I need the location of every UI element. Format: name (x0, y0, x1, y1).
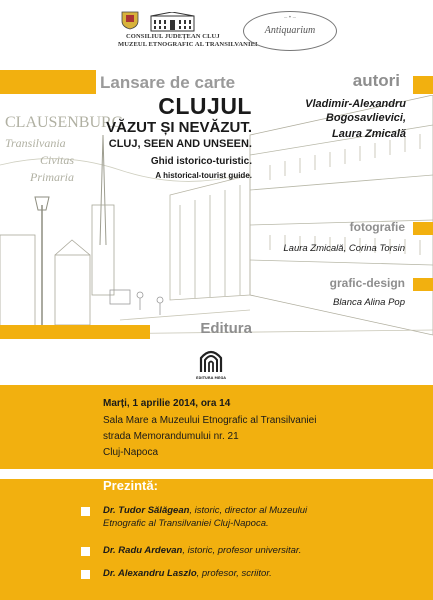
seal-decoration: — ✦ — (283, 15, 297, 19)
book-title-main: CLUJUL (158, 93, 252, 119)
photography-heading: fotografie (349, 220, 405, 234)
sketch-text-civitas: Civitas (40, 153, 75, 167)
presenter-2 (103, 544, 423, 557)
photography-names: Laura Zmicală, Corina Torsin (283, 243, 405, 254)
bullet-2 (81, 547, 90, 556)
presenter-1-name: Dr. Tudor Sălăgean (103, 505, 190, 516)
book-subtitle-en: A historical-tourist guide. (155, 171, 252, 180)
separator (0, 469, 433, 479)
presenters-panel (0, 479, 433, 600)
antiquarium-seal (243, 11, 337, 51)
event-type: Lansare de carte (100, 73, 236, 92)
book-title-english: CLUJ, SEEN AND UNSEEN. (108, 138, 252, 150)
presenter-2-name: Dr. Radu Ardevan (103, 545, 183, 556)
authors-heading: autori (352, 71, 400, 90)
presenter-1-role-cont: Etnografic al Transilvaniei Cluj-Napoca. (103, 518, 269, 529)
accent-bar-top-left (0, 70, 96, 94)
publisher-heading: Editura (200, 320, 252, 337)
sketch-text-transilvania: Transilvania (5, 136, 66, 150)
institution-name (118, 33, 258, 49)
presenter-3-role: , profesor, scriitor. (196, 568, 272, 579)
institution-line-2: MUZEUL ETNOGRAFIC AL TRANSILVANIEI (118, 41, 258, 48)
author-line-3: Laura Zmicală (332, 128, 406, 140)
book-subtitle-ro: Ghid istorico-turistic. (150, 156, 252, 167)
presenter-3 (103, 567, 423, 580)
publisher-logo-icon (198, 348, 224, 374)
sketch-text-clausenburg: CLAUSENBURG (5, 114, 124, 131)
author-line-1: Vladimir-Alexandru (305, 98, 406, 110)
book-title-sub: VĂZUT ȘI NEVĂZUT. (106, 119, 252, 136)
sketch-text-primaria: Primaria (30, 170, 75, 184)
event-date: Marți, 1 aprilie 2014, ora 14 (103, 398, 231, 409)
presenter-1 (103, 504, 423, 530)
presenter-3-name: Dr. Alexandru Laszlo (103, 568, 197, 579)
accent-bar-publisher (0, 325, 150, 339)
event-city: Cluj-Napoca (103, 447, 159, 458)
bullet-1 (81, 507, 90, 516)
accent-bar-photo (413, 222, 433, 235)
presenter-2-role: , istoric, profesor universitar. (182, 545, 302, 556)
bullet-3 (81, 570, 90, 579)
museum-building-icon (150, 12, 195, 32)
event-venue: Sala Mare a Muzeului Etnografic al Transilvaniei (103, 415, 317, 426)
county-crest-icon (120, 10, 140, 30)
accent-bar-design (413, 278, 433, 291)
presenters-heading: Prezintă: (103, 478, 158, 493)
event-street: strada Memorandumului nr. 21 (103, 431, 239, 442)
authors-names (258, 97, 406, 141)
presenter-1-role: , istoric, director al Muzeului (189, 505, 308, 516)
institution-line-1: CONSILIUL JUDEȚEAN CLUJ (126, 33, 220, 40)
publisher-name: EDITURA MEGA (196, 376, 226, 380)
accent-bar-top-right (413, 76, 433, 94)
seal-text: Antiquarium (264, 25, 316, 36)
design-names: Blanca Alina Pop (332, 297, 405, 308)
design-heading: grafic-design (329, 276, 405, 290)
author-line-2: Bogosavlievici, (325, 112, 406, 124)
